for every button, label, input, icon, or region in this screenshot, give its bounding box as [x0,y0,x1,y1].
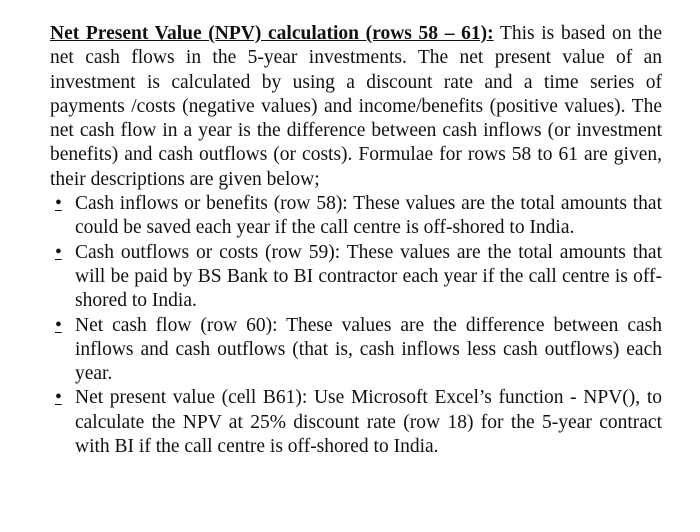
list-item [50,241,662,314]
document-body [50,22,662,459]
bullet-list [50,192,662,459]
bullet-text: Cash inflows or benefits (row 58): These values are the total amounts that could be saved each year if the call centre is off-shored to India. [75,193,662,239]
bullet-text: Net cash flow (row 60): These values are the difference between cash inflows and cash outflows (that is, cash inflows less cash outflows) each year. [75,314,662,385]
intro-paragraph [50,22,662,192]
list-item [50,192,662,241]
list-item [50,314,662,387]
list-item [50,386,662,459]
bullet-marker: • [55,241,62,263]
bullet-text: Cash outflows or costs (row 59): These values are the total amounts that will be paid by BS Bank to BI contractor each year if the call centre is off-shored to India. [75,241,662,312]
bullet-marker: • [55,193,62,215]
section-heading: Net Present Value (NPV) calculation (rows 58 – 61): [50,23,494,44]
intro-text: This is based on the net cash flows in the 5-year investments. The net present value of an investment is calculated by using a discount rate and a time series of payments /costs (negative values) and income/benefits (positive values). The net cash flow in a year is the difference between cash inflows (or investment benefits) and cash outflows (or costs). Formulae for rows 58 to 61 are given, their descriptions are given below; [50,23,662,190]
bullet-marker: • [55,387,62,409]
bullet-marker: • [55,314,62,336]
bullet-text: Net present value (cell B61): Use Microsoft Excel’s function - NPV(), to calculate the NPV at 25% discount rate (row 18) for the 5-year contract with BI if the call centre is off-shored to India. [75,387,662,458]
